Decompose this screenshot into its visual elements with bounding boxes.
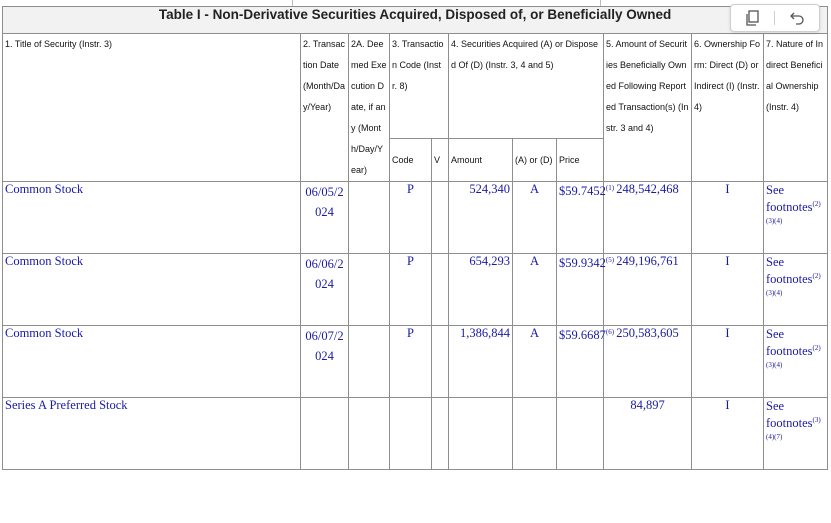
deemed-date (349, 182, 390, 254)
header-nature-of-ownership: 7. Nature of Indirect Beneficial Ownership (Instr. 4) (764, 34, 828, 182)
transaction-date: 06/06/2024 (301, 254, 349, 326)
v-flag (432, 254, 449, 326)
see-footnotes-link[interactable]: See footnotes (766, 327, 813, 358)
see-footnotes-link[interactable]: See footnotes (766, 399, 813, 430)
amount-owned: 250,583,605 (604, 326, 692, 398)
a-or-d: A (513, 182, 557, 254)
security-title: Common Stock (3, 326, 301, 398)
nature-cell (764, 182, 828, 254)
see-footnotes-link[interactable]: See footnotes (766, 255, 813, 286)
table-row (3, 254, 828, 326)
security-title: Series A Preferred Stock (3, 398, 301, 470)
undo-button[interactable] (775, 5, 818, 31)
footnote-ref[interactable]: (3)(4) (766, 361, 783, 369)
footnote-ref[interactable]: (3)(4) (766, 289, 783, 297)
copy-icon (746, 10, 760, 26)
nature-cell (764, 326, 828, 398)
copy-button[interactable] (731, 5, 774, 31)
subheader-code: Code (390, 139, 432, 182)
footnote-ref[interactable]: (4)(7) (766, 433, 783, 441)
price: $59.9342 (559, 256, 606, 270)
security-title: Common Stock (3, 182, 301, 254)
price-cell (557, 182, 615, 254)
table-row (3, 398, 828, 470)
amount-owned: 84,897 (604, 398, 692, 470)
security-title: Common Stock (3, 254, 301, 326)
transaction-code (390, 398, 432, 470)
deemed-date (349, 254, 390, 326)
ownership-form: I (692, 326, 764, 398)
a-or-d: A (513, 326, 557, 398)
header-transaction-date: 2. Transaction Date (Month/Day/Year) (301, 34, 349, 182)
nature-cell (764, 398, 828, 470)
footnote-ref[interactable]: (5) (605, 255, 615, 264)
price-cell (557, 254, 615, 326)
ownership-form: I (692, 254, 764, 326)
v-flag (432, 182, 449, 254)
ownership-form: I (692, 398, 764, 470)
amount: 1,386,844 (449, 326, 513, 398)
floating-toolbar (730, 4, 820, 32)
v-flag (432, 326, 449, 398)
deemed-date (349, 326, 390, 398)
table-row (3, 326, 828, 398)
header-transaction-code: 3. Transaction Code (Instr. 8) (390, 34, 449, 139)
footnote-ref[interactable]: (3)(4) (766, 217, 783, 225)
footnote-ref[interactable]: (2) (812, 271, 821, 280)
a-or-d: A (513, 254, 557, 326)
transaction-code: P (390, 326, 432, 398)
v-flag (432, 398, 449, 470)
nature-cell (764, 254, 828, 326)
footnote-ref[interactable]: (2) (812, 343, 821, 352)
table-row (3, 182, 828, 254)
table-1 (2, 6, 828, 470)
subheader-v: V (432, 139, 449, 182)
transaction-code: P (390, 182, 432, 254)
price-cell (557, 326, 615, 398)
price: $59.7452 (559, 184, 606, 198)
ownership-form: I (692, 182, 764, 254)
price: $59.6687 (559, 328, 606, 342)
footnote-ref[interactable]: (3) (812, 415, 821, 424)
deemed-date (349, 398, 390, 470)
transaction-date: 06/07/2024 (301, 326, 349, 398)
footnote-ref[interactable]: (6) (605, 327, 615, 336)
subheader-amount: Amount (449, 139, 513, 182)
amount (449, 398, 513, 470)
header-ownership-form: 6. Ownership Form: Direct (D) or Indirect (I) (Instr. 4) (692, 34, 764, 182)
subheader-price: Price (557, 139, 604, 182)
price-cell (557, 398, 604, 470)
footnote-ref[interactable]: (2) (812, 199, 821, 208)
amount: 654,293 (449, 254, 513, 326)
transaction-code: P (390, 254, 432, 326)
header-title-of-security: 1. Title of Security (Instr. 3) (3, 34, 301, 182)
a-or-d (513, 398, 557, 470)
undo-icon (789, 10, 805, 26)
subheader-a-or-d: (A) or (D) (513, 139, 557, 182)
table-title: Table I - Non-Derivative Securities Acquired, Disposed of, or Beneficially Owned (3, 7, 828, 34)
header-amount-owned: 5. Amount of Securities Beneficially Owned Following Reported Transaction(s) (Instr. 3 and 4) (604, 34, 692, 182)
transaction-date (301, 398, 349, 470)
amount: 524,340 (449, 182, 513, 254)
header-securities-acquired: 4. Securities Acquired (A) or Disposed Of (D) (Instr. 3, 4 and 5) (449, 34, 604, 139)
amount-owned: 248,542,468 (604, 182, 692, 254)
see-footnotes-link[interactable]: See footnotes (766, 183, 813, 214)
footnote-ref[interactable]: (1) (605, 183, 615, 192)
transaction-date: 06/05/2024 (301, 182, 349, 254)
header-deemed-execution-date: 2A. Deemed Execution Date, if any (Month/Day/Year) (349, 34, 390, 182)
amount-owned: 249,196,761 (604, 254, 692, 326)
